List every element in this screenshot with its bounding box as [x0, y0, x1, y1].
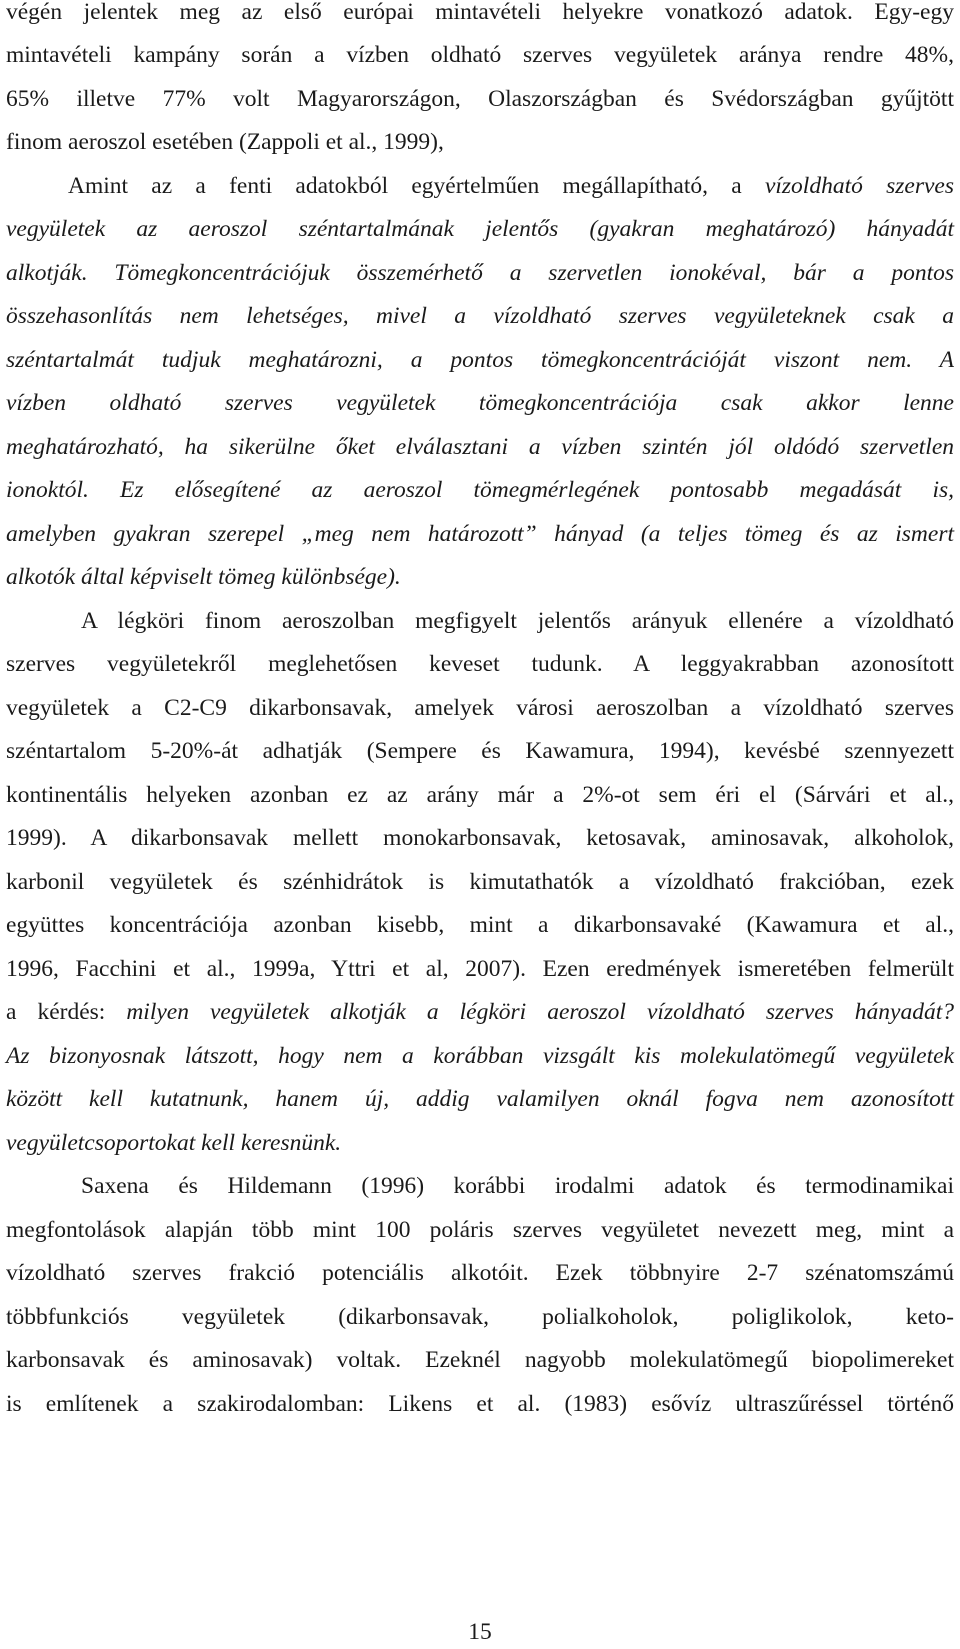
text-line: karbonsavak és aminosavak) voltak. Ezeknél nagyobb molekulatömegű biopolimereket	[6, 1347, 954, 1373]
text-segment-italic: vízoldható szerves	[764, 173, 954, 199]
text-line: összehasonlítás nem lehetséges, mivel a vízoldható szerves vegyületeknek csak a	[6, 303, 954, 329]
text-line: kontinentális helyeken azonban ez az arány már a 2%-ot sem éri el (Sárvári et al.,	[6, 782, 954, 808]
text-line: finom aeroszol esetében (Zappoli et al., 1999),	[6, 129, 444, 155]
text-line	[6, 997, 954, 1027]
text-line: alkotók által képviselt tömeg különbsége).	[6, 564, 401, 590]
text-line: között kell kutatnunk, hanem új, addig valamilyen oknál fogva nem azonosított	[6, 1086, 954, 1112]
text-line: Az bizonyosnak látszott, hogy nem a korábban vizsgált kis molekulatömegű vegyületek	[6, 1043, 954, 1069]
text-line: amelyben gyakran szerepel „meg nem határozott” hányad (a teljes tömeg és az ismert	[6, 521, 954, 547]
text-line: széntartalmát tudjuk meghatározni, a pontos tömegkoncentrációját viszont nem. A	[6, 347, 954, 373]
text-line: is említenek a szakirodalomban: Likens et al. (1983) esővíz ultraszűréssel történő	[6, 1391, 954, 1417]
text-line: vízben oldható szerves vegyületek tömegkoncentrációja csak akkor lenne	[6, 390, 954, 416]
text-line: 1996, Facchini et al., 1999a, Yttri et al, 2007). Ezen eredmények ismeretében felmerült	[6, 956, 954, 982]
text-line: széntartalom 5-20%-át adhatják (Sempere és Kawamura, 1994), kevésbé szennyezett	[6, 738, 954, 764]
text-line: vegyületek a C2-C9 dikarbonsavak, amelyek városi aeroszolban a vízoldható szerves	[6, 695, 954, 721]
text-line: vegyületcsoportokat kell keresnünk.	[6, 1130, 342, 1156]
text-line: megfontolások alapján több mint 100 poláris szerves vegyületet nevezett meg, mint a	[6, 1217, 954, 1243]
text-line: Saxena és Hildemann (1996) korábbi irodalmi adatok és termodinamikai	[81, 1173, 954, 1199]
text-line: meghatározható, ha sikerülne őket elválasztani a vízben szintén jól oldódó szervetlen	[6, 434, 954, 460]
text-line: együttes koncentrációja azonban kisebb, mint a dikarbonsavaké (Kawamura et al.,	[6, 912, 954, 938]
text-line: A légköri finom aeroszolban megfigyelt jelentős arányuk ellenére a vízoldható	[81, 608, 954, 634]
text-line: többfunkciós vegyületek (dikarbonsavak, polialkoholok, poliglikolok, keto-	[6, 1304, 954, 1330]
text-segment: a kérdés:	[6, 999, 127, 1025]
text-line: vízoldható szerves frakció potenciális alkotóit. Ezek többnyire 2-7 szénatomszámú	[6, 1260, 954, 1286]
text-line: karbonil vegyületek és szénhidrátok is kimutathatók a vízoldható frakcióban, ezek	[6, 869, 954, 895]
page-number: 15	[468, 1619, 492, 1645]
text-segment-italic: milyen vegyületek alkotják a légköri aeroszol vízoldható szerves hányadát?	[126, 999, 955, 1025]
text-line: 65% illetve 77% volt Magyarországon, Olaszországban és Svédországban gyűjtött	[6, 86, 954, 112]
text-line: alkotják. Tömegkoncentrációjuk összemérhető a szervetlen ionokéval, bár a pontos	[6, 260, 954, 286]
text-line: szerves vegyületekről meglehetősen keveset tudunk. A leggyakrabban azonosított	[6, 651, 954, 677]
text-line: 1999). A dikarbonsavak mellett monokarbonsavak, ketosavak, aminosavak, alkoholok,	[6, 825, 954, 851]
text-segment: Amint az a fenti adatokból egyértelműen megállapítható, a	[68, 173, 765, 199]
text-line: mintavételi kampány során a vízben oldható szerves vegyületek aránya rendre 48%,	[6, 42, 954, 68]
text-line: végén jelentek meg az első európai mintavételi helyekre vonatkozó adatok. Egy-egy	[6, 0, 954, 25]
text-line: ionoktól. Ez elősegítené az aeroszol tömegmérlegének pontosabb megadását is,	[6, 477, 954, 503]
text-line	[68, 171, 954, 201]
text-line: vegyületek az aeroszol széntartalmának jelentős (gyakran meghatározó) hányadát	[6, 216, 954, 242]
